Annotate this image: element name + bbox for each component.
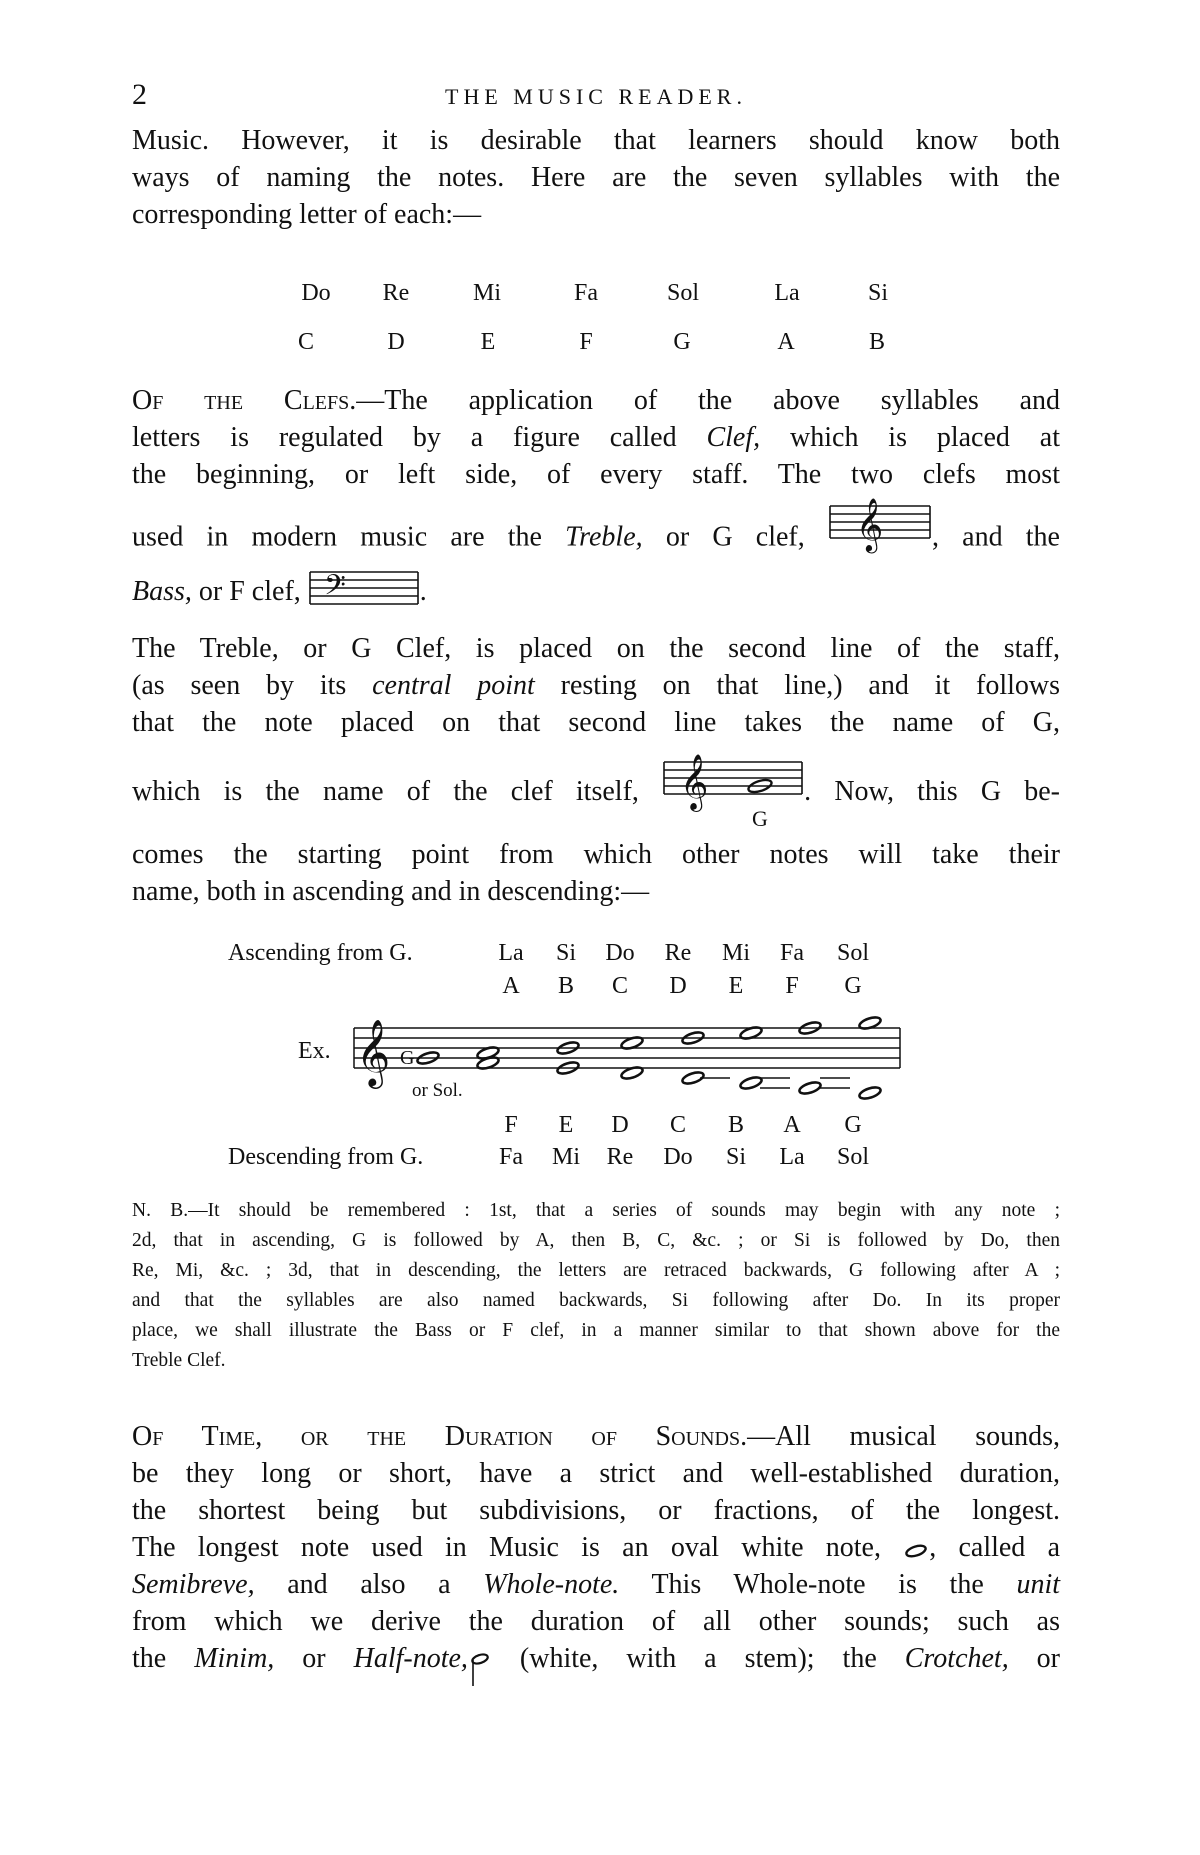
syllable: Si <box>867 280 888 306</box>
syllable: Sol <box>836 1144 869 1170</box>
text-line: from which we derive the duration of all other sounds; such as <box>132 1606 1060 1637</box>
text-line: 2d, that in ascending, G is followed by A, then B, C, &c. ; or Si is followed by Do, then <box>132 1230 1060 1251</box>
note-head <box>858 1085 882 1101</box>
letter: B <box>727 1112 744 1138</box>
text-line: Of the Clefs.—The application of the above syllables and <box>132 385 1060 416</box>
letter: E <box>480 329 496 355</box>
syllable: Re <box>606 1144 634 1170</box>
text-line: name, both in ascending and in descending:— <box>132 876 650 907</box>
text-line: comes the starting point from which other notes will take their <box>132 839 1060 870</box>
letter: D <box>387 329 405 355</box>
syllable: Re <box>382 280 410 306</box>
time-paragraph <box>132 1418 1060 1677</box>
svg-text:𝄞: 𝄞 <box>855 499 884 550</box>
letter: C <box>297 329 314 355</box>
text-line: Re, Mi, &c. ; 3d, that in descending, the letters are retraced backwards, G following after A ; <box>132 1260 1060 1281</box>
text-line: ways of naming the notes. Here are the seven syllables with the <box>132 162 1060 193</box>
example-staff <box>290 1000 910 1110</box>
letter: E <box>558 1112 574 1138</box>
page-number: 2 <box>132 78 147 111</box>
letter: F <box>785 973 799 999</box>
section-heading: Of Time, or the Duration of Sounds. <box>132 1421 748 1452</box>
letter: B <box>557 973 574 999</box>
treble-after <box>132 836 1060 910</box>
text-line: that the note placed on that second line takes the name of G, <box>132 707 1060 738</box>
letter: C <box>611 973 628 999</box>
treble-paragraph <box>132 630 1060 741</box>
letter: C <box>669 1112 686 1138</box>
syllable: Sol <box>836 940 869 966</box>
text-line: letters is regulated by a figure called Clef, which is placed at <box>132 422 1060 453</box>
text-line: Semibreve, and also a Whole-note. This Whole-note is the unit <box>132 1569 1060 1600</box>
syllable: Fa <box>574 280 598 306</box>
nb-note <box>132 1196 1060 1376</box>
g-label: G <box>752 805 768 831</box>
syllable: Re <box>664 940 692 966</box>
bass-clef-staff-icon <box>308 564 420 616</box>
treble-which-line: which is the name of the clef itself, 𝄞 G . Now, this G be- <box>132 772 1060 814</box>
syllable: Sol <box>666 280 699 306</box>
text-line: corresponding letter of each:— <box>132 199 482 230</box>
letter: B <box>868 329 885 355</box>
syllable: Mi <box>551 1144 580 1170</box>
syllable: La <box>498 940 524 966</box>
text-line: and that the syllables are also named backwards, Si following after Do. In its proper <box>132 1290 1060 1311</box>
intro-paragraph <box>132 122 1060 233</box>
syllable: Do <box>301 280 331 306</box>
half-note-icon <box>468 1648 492 1688</box>
note-head <box>739 1075 763 1091</box>
syllable: Mi <box>472 280 501 306</box>
clefs-line-treble: used in modern music are the Treble, or G clef, 𝄞 , and the <box>132 516 1060 562</box>
syllable: Si <box>555 940 576 966</box>
syllable: Fa <box>780 940 804 966</box>
syllable: La <box>779 1144 805 1170</box>
text-line: (as seen by its central point resting on that line,) and it follows <box>132 670 1060 701</box>
text-line: N. B.—It should be remembered : 1st, that a series of sounds may begin with any note ; <box>132 1200 1060 1221</box>
treble-clef-staff-icon <box>828 496 932 562</box>
ascending-label: Ascending from G. <box>228 940 413 966</box>
text-line: the Minim, or Half-note, (white, with a stem); the Crotchet, or <box>132 1640 1060 1677</box>
svg-text:𝄞: 𝄞 <box>356 1020 391 1085</box>
letter: A <box>777 329 795 355</box>
syllable: Mi <box>721 940 750 966</box>
letter: G <box>844 1112 862 1138</box>
section-heading: Of the Clefs. <box>132 385 357 416</box>
text-line: the beginning, or left side, of every staff. The two clefs most <box>132 459 1060 490</box>
text-line: The longest note used in Music is an oval white note, , called a <box>132 1532 1060 1563</box>
text-line: be they long or short, have a strict and well-established duration, <box>132 1458 1060 1489</box>
text-line: the shortest being but subdivisions, or fractions, of the longest. <box>132 1495 1060 1526</box>
letter: G <box>673 329 691 355</box>
text-line: Treble Clef. <box>132 1350 226 1371</box>
note-head <box>798 1080 822 1096</box>
text-line: The Treble, or G Clef, is placed on the second line of the staff, <box>132 633 1060 664</box>
syllable: Do <box>605 940 635 966</box>
letter: A <box>502 973 520 999</box>
text-line: Music. However, it is desirable that learners should know both <box>132 125 1060 156</box>
svg-text:𝄞: 𝄞 <box>680 755 709 809</box>
letter: D <box>669 973 687 999</box>
ex-label: Ex. <box>298 1038 331 1064</box>
clefs-paragraph <box>132 382 1060 493</box>
text-line: place, we shall illustrate the Bass or F clef, in a manner similar to that shown above for the <box>132 1320 1060 1341</box>
letter: G <box>844 973 862 999</box>
letter: D <box>611 1112 629 1138</box>
syllable: Do <box>663 1144 693 1170</box>
text-line: Of Time, or the Duration of Sounds.—All musical sounds, <box>132 1421 1060 1452</box>
descending-label: Descending from G. <box>228 1144 424 1170</box>
letter: E <box>728 973 744 999</box>
whole-note-icon <box>903 1542 929 1558</box>
page-header <box>132 78 1060 118</box>
letter: F <box>579 329 593 355</box>
treble-clef-g-staff-icon <box>662 748 804 838</box>
letter: A <box>783 1112 801 1138</box>
clefs-line-bass: Bass, or F clef, 𝄢 . <box>132 570 1060 616</box>
svg-text:𝄢: 𝄢 <box>323 570 346 608</box>
running-title: THE MUSIC READER. <box>445 84 747 109</box>
letter: F <box>504 1112 518 1138</box>
staff-g-label: G <box>400 1047 415 1069</box>
syllable: La <box>774 280 800 306</box>
syllable: Si <box>725 1144 746 1170</box>
syllable: Fa <box>499 1144 523 1170</box>
or-sol-label: or Sol. <box>412 1080 463 1101</box>
